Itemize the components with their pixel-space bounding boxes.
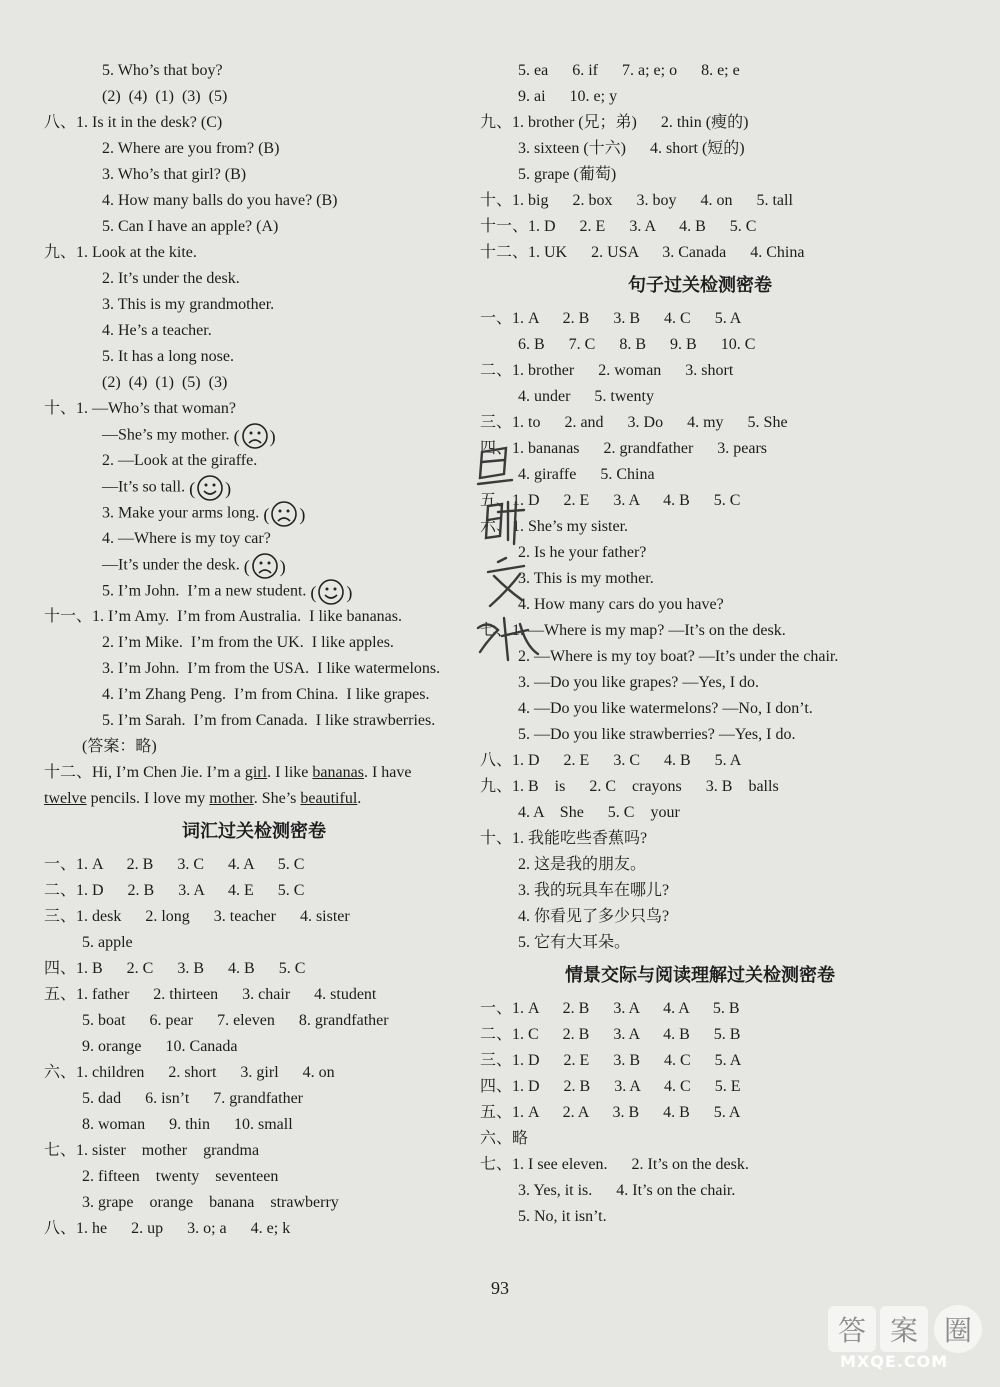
answer-line: 一、1. A 2. B 3. A 4. A 5. B — [480, 1000, 740, 1017]
answer-line: 2. —Where is my toy boat? —It’s under the chair. — [518, 648, 839, 665]
answer-line: 3. This is my mother. — [518, 570, 654, 587]
answer-line: 2. It’s under the desk. — [102, 270, 240, 287]
answer-line: 四、1. B 2. C 3. B 4. B 5. C — [44, 960, 306, 977]
answer-line: 3. Yes, it is. 4. It’s on the chair. — [518, 1182, 736, 1199]
answer-line: 五、1. D 2. E 3. A 4. B 5. C — [480, 492, 741, 509]
svg-text:案: 案 — [890, 1314, 919, 1347]
answer-line: 二、1. brother 2. woman 3. short — [480, 362, 734, 379]
answer-line: 8. woman 9. thin 10. small — [82, 1116, 293, 1133]
answer-line: 九、1. B is 2. C crayons 3. B balls — [480, 778, 779, 795]
answer-line: 五、1. A 2. A 3. B 4. B 5. A — [480, 1104, 741, 1121]
answer-line: —She’s my mother. ( ) — [102, 426, 276, 446]
answer-line: 三、1. to 2. and 3. Do 4. my 5. She — [480, 414, 788, 431]
answer-line: 六、1. She’s my sister. — [480, 518, 629, 535]
answer-line: 4. A She 5. C your — [518, 804, 680, 821]
answer-line: 5. It has a long nose. — [102, 348, 234, 365]
answer-line: 5. dad 6. isn’t 7. grandfather — [82, 1090, 303, 1107]
answer-line: 十、1. 我能吃些香蕉吗? — [480, 830, 648, 847]
answer-line: 3. grape orange banana strawberry — [82, 1194, 339, 1211]
answer-line: 5. Can I have an apple? (A) — [102, 218, 279, 235]
answer-line: 七、1. —Where is my map? —It’s on the desk. — [480, 622, 786, 639]
answer-line: —It’s so tall. ( ) — [102, 478, 232, 498]
answer-line: —It’s under the desk. ( ) — [102, 556, 286, 576]
answer-line: 5. 它有大耳朵。 — [518, 934, 631, 951]
watermark-text: MXQE.COM — [840, 1352, 949, 1371]
answer-line: 十二、Hi, I’m Chen Jie. I’m a girl. I like bananas. I have — [44, 764, 412, 781]
answer-line: 4. How many cars do you have? — [518, 596, 724, 613]
answer-line: 十、1. big 2. box 3. boy 4. on 5. tall — [480, 192, 793, 209]
answer-line: 十二、1. UK 2. USA 3. Canada 4. China — [480, 244, 805, 261]
sad-face-icon: ( ) — [233, 426, 276, 446]
answer-line: 9. orange 10. Canada — [82, 1038, 238, 1055]
answer-line: 九、1. Look at the kite. — [44, 244, 197, 261]
sad-face-icon: ( ) — [263, 504, 306, 524]
answer-line: 5. Who’s that boy? — [102, 62, 223, 79]
answer-line: 4. 你看见了多少只鸟? — [518, 908, 670, 925]
answer-line: 八、1. he 2. up 3. o; a 4. e; k — [44, 1220, 291, 1237]
left-column — [44, 58, 464, 1242]
answer-line: 3. I’m John. I’m from the USA. I like watermelons. — [102, 660, 441, 677]
answer-line: (2) (4) (1) (3) (5) — [102, 88, 228, 105]
answer-line: 十、1. —Who’s that woman? — [44, 400, 236, 417]
answer-line: 5. ea 6. if 7. a; e; o 8. e; e — [518, 62, 740, 79]
answer-line: 4. —Where is my toy car? — [102, 530, 271, 547]
answer-line: 3. 我的玩具车在哪儿? — [518, 882, 670, 899]
answer-line: 九、1. brother (兄；弟) 2. thin (瘦的) — [480, 114, 749, 131]
smiley-face-icon: ( ) — [189, 478, 232, 498]
answer-line: 2. —Look at the giraffe. — [102, 452, 258, 469]
handwritten-scribble-icon — [468, 440, 558, 670]
answer-line: 五、1. father 2. thirteen 3. chair 4. student — [44, 986, 377, 1003]
answer-line: 二、1. C 2. B 3. A 4. B 5. B — [480, 1026, 741, 1043]
section-heading: 情景交际与阅读理解过关检测密卷 — [565, 965, 835, 986]
answer-line: 4. giraffe 5. China — [518, 466, 655, 483]
answer-line: 3. sixteen (十六) 4. short (短的) — [518, 140, 745, 157]
answer-line: 5. boat 6. pear 7. eleven 8. grandfather — [82, 1012, 389, 1029]
answer-line: 四、1. D 2. B 3. A 4. C 5. E — [480, 1078, 741, 1095]
answer-line: 一、1. A 2. B 3. C 4. A 5. C — [44, 856, 305, 873]
answer-line: 八、1. Is it in the desk? (C) — [44, 114, 223, 131]
answer-line: 5. No, it isn’t. — [518, 1208, 607, 1225]
answer-line: 四、1. bananas 2. grandfather 3. pears — [480, 440, 768, 457]
answer-line: 七、1. I see eleven. 2. It’s on the desk. — [480, 1156, 749, 1173]
answer-line: 3. Who’s that girl? (B) — [102, 166, 247, 183]
answer-line: 一、1. A 2. B 3. B 4. C 5. A — [480, 310, 742, 327]
answer-line: 十一、1. I’m Amy. I’m from Australia. I like bananas. — [44, 608, 403, 625]
answer-line: 5. I’m Sarah. I’m from Canada. I like strawberries. — [102, 712, 436, 729]
answer-line: 4. under 5. twenty — [518, 388, 654, 405]
section-heading: 句子过关检测密卷 — [628, 275, 772, 296]
answer-line: 2. Where are you from? (B) — [102, 140, 280, 157]
answer-line: 七、1. sister mother grandma — [44, 1142, 260, 1159]
answer-line: 二、1. D 2. B 3. A 4. E 5. C — [44, 882, 305, 899]
answer-line: 3. This is my grandmother. — [102, 296, 275, 313]
answer-line: twelve pencils. I love my mother. She’s beautiful. — [44, 790, 362, 807]
answer-line: 2. Is he your father? — [518, 544, 647, 561]
answer-line: 9. ai 10. e; y — [518, 88, 618, 105]
answer-line: 6. B 7. C 8. B 9. B 10. C — [518, 336, 756, 353]
answer-line: 4. —Do you like watermelons? —No, I don’t. — [518, 700, 813, 717]
answer-line: 2. fifteen twenty seventeen — [82, 1168, 279, 1185]
answer-line: 5. grape (葡萄) — [518, 166, 617, 183]
answer-line: 十一、1. D 2. E 3. A 4. B 5. C — [480, 218, 757, 235]
answer-line: 三、1. desk 2. long 3. teacher 4. sister — [44, 908, 350, 925]
answer-line: 5. —Do you like strawberries? —Yes, I do. — [518, 726, 796, 743]
answer-line: 3. —Do you like grapes? —Yes, I do. — [518, 674, 760, 691]
answer-line: 5. apple — [82, 934, 133, 951]
section-heading: 词汇过关检测密卷 — [182, 821, 326, 842]
answer-line: (2) (4) (1) (5) (3) — [102, 374, 228, 391]
svg-text:答: 答 — [838, 1314, 867, 1347]
answer-line: 4. I’m Zhang Peng. I’m from China. I like grapes. — [102, 686, 430, 703]
smiley-face-icon: ( ) — [310, 582, 353, 602]
answer-line: 4. He’s a teacher. — [102, 322, 212, 339]
answer-line: 4. How many balls do you have? (B) — [102, 192, 338, 209]
answer-line: 3. Make your arms long. ( ) — [102, 504, 306, 524]
page-number: 93 — [491, 1278, 509, 1298]
answer-line: 六、略 — [480, 1130, 529, 1147]
answer-line: 2. I’m Mike. I’m from the UK. I like apples. — [102, 634, 394, 651]
svg-text:圈: 圈 — [944, 1314, 973, 1347]
sad-face-icon: ( ) — [243, 556, 286, 576]
answer-line: (答案：略) — [82, 738, 157, 755]
answer-line: 5. I’m John. I’m a new student. ( ) — [102, 582, 353, 602]
answer-line: 2. 这是我的朋友。 — [518, 856, 647, 873]
answer-line: 八、1. D 2. E 3. C 4. B 5. A — [480, 752, 742, 769]
answer-line: 六、1. children 2. short 3. girl 4. on — [44, 1064, 335, 1081]
answer-line: 三、1. D 2. E 3. B 4. C 5. A — [480, 1052, 742, 1069]
